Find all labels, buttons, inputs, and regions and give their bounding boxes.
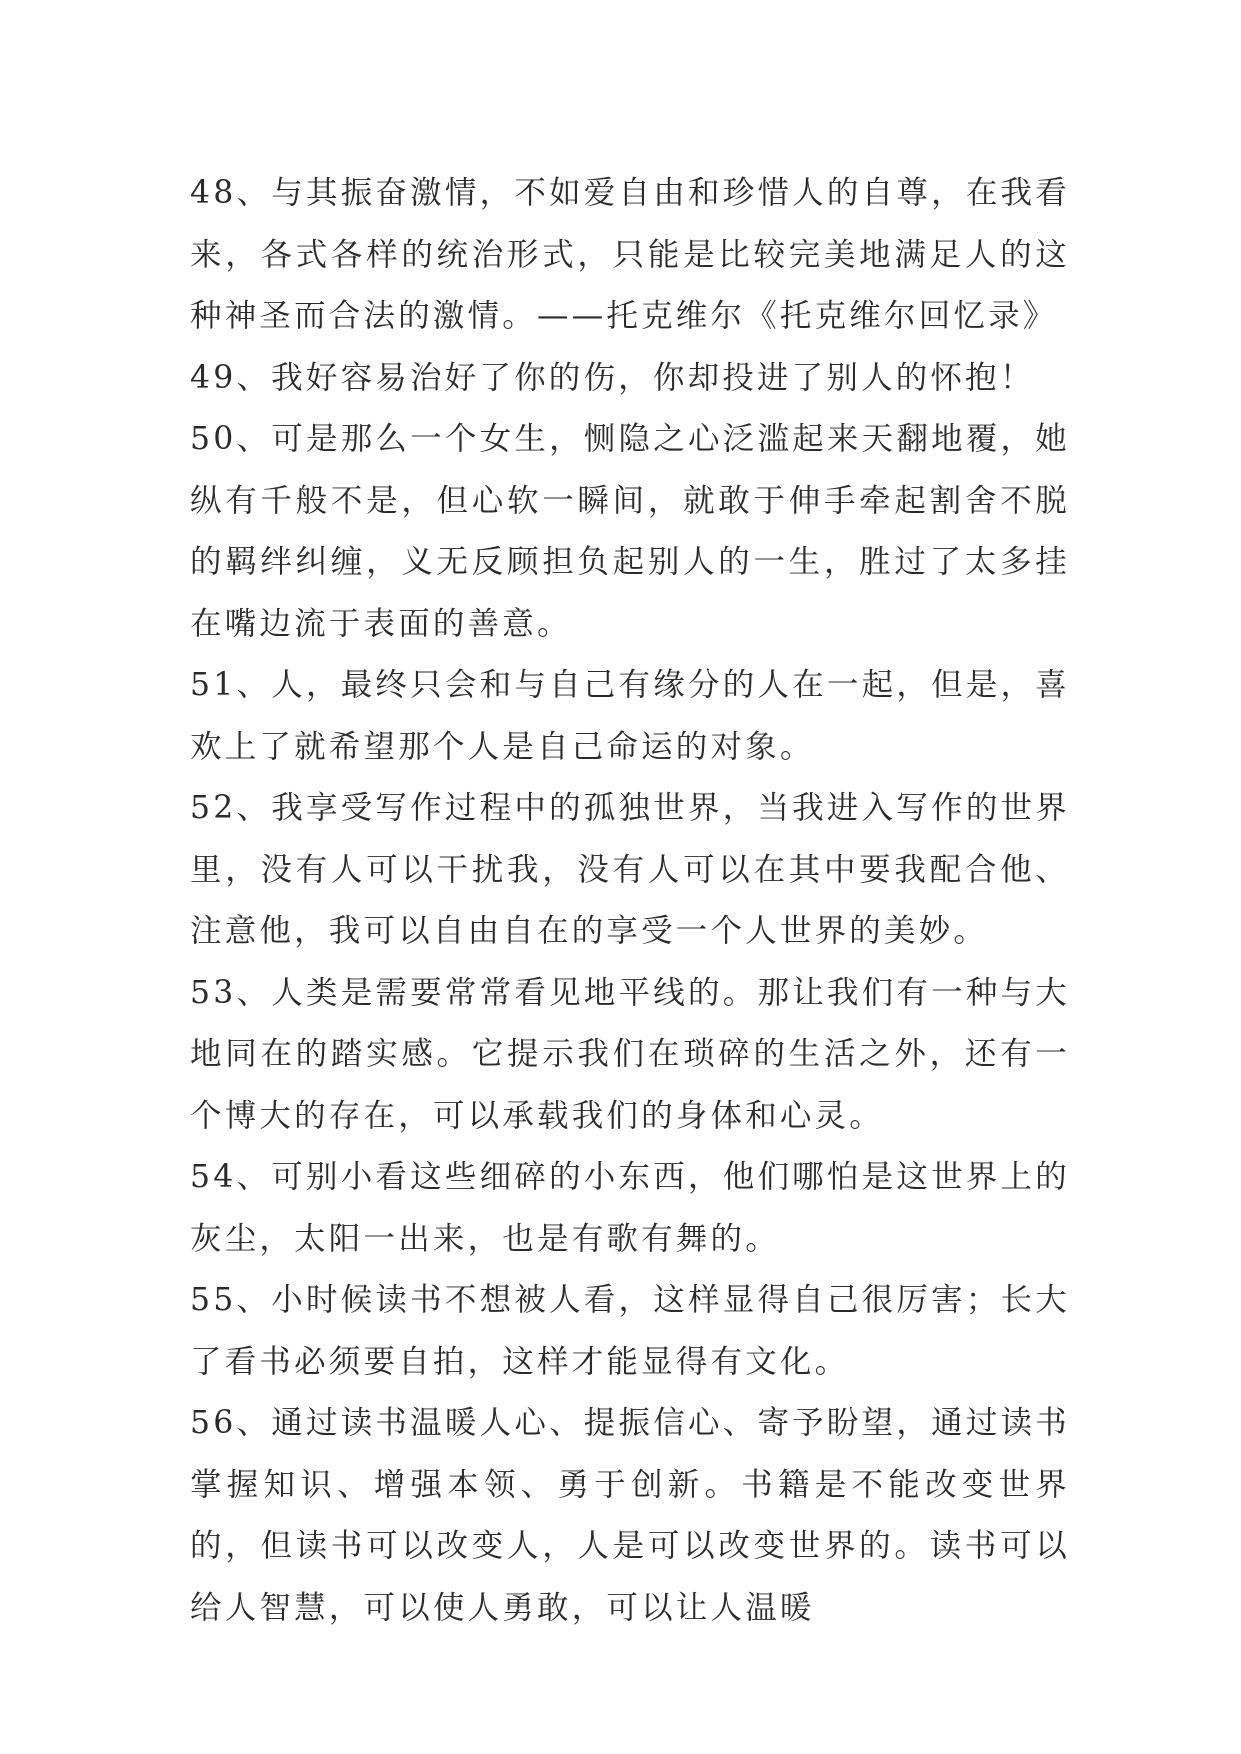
quote-entry-55: 55、小时候读书不想被人看，这样显得自己很厉害；长大了看书必须要自拍，这样才能显得有文化。 <box>190 1282 1070 1380</box>
quote-entry-52: 52、我享受写作过程中的孤独世界，当我进入写作的世界里，没有人可以干扰我，没有人可以在其中要我配合他、注意他，我可以自由自在的享受一个人世界的美妙。 <box>190 790 1070 949</box>
quote-list <box>190 163 1070 1639</box>
quote-entry-56: 56、通过读书温暖人心、提振信心、寄予盼望，通过读书掌握知识、增强本领、勇于创新。书籍是不能改变世界的，但读书可以改变人，人是可以改变世界的。读书可以给人智慧，可以使人勇敢，可以让人温暖 <box>190 1405 1070 1626</box>
quote-entry-51: 51、人，最终只会和与自己有缘分的人在一起，但是，喜欢上了就希望那个人是自己命运的对象。 <box>190 667 1070 765</box>
quote-entry-50: 50、可是那么一个女生，恻隐之心泛滥起来天翻地覆，她纵有千般不是，但心软一瞬间，就敢于伸手牵起割舍不脱的羁绊纠缠，义无反顾担负起别人的一生，胜过了太多挂在嘴边流于表面的善意。 <box>190 421 1070 642</box>
quote-entry-48: 48、与其振奋激情，不如爱自由和珍惜人的自尊，在我看来，各式各样的统治形式，只能是比较完美地满足人的这种神圣而合法的激情。——托克维尔《托克维尔回忆录》 <box>190 175 1070 334</box>
quote-entry-54: 54、可别小看这些细碎的小东西，他们哪怕是这世界上的灰尘，太阳一出来，也是有歌有舞的。 <box>190 1159 1070 1257</box>
quote-entry-53: 53、人类是需要常常看见地平线的。那让我们有一种与大地同在的踏实感。它提示我们在琐碎的生活之外，还有一个博大的存在，可以承载我们的身体和心灵。 <box>190 974 1070 1134</box>
quote-entry-49: 49、我好容易治好了你的伤，你却投进了别人的怀抱！ <box>190 359 1035 396</box>
